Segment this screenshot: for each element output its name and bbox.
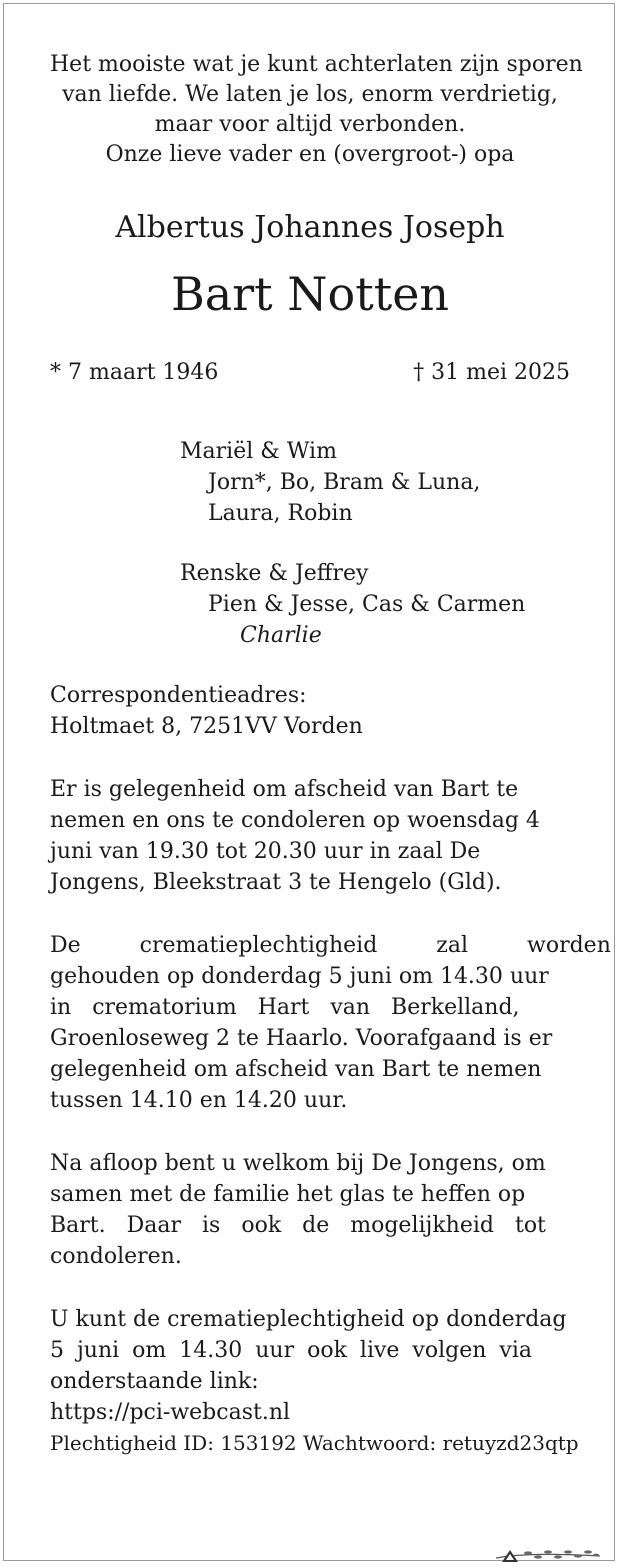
paragraph-line: onderstaande link: — [50, 1369, 259, 1394]
family-group — [180, 558, 570, 651]
address-value: Holtmaet 8, 7251VV Vorden — [50, 714, 363, 739]
webcast-credentials: Plechtigheid ID: 153192 Wachtwoord: retuyzd23qtp — [50, 1431, 579, 1455]
paragraph-line: gehouden op donderdag 5 juni om 14.30 uur — [50, 964, 549, 989]
paragraph-line: Bart. Daar is ook de mogelijkheid tot — [50, 1213, 546, 1238]
family-head: Renske & Jeffrey — [180, 561, 369, 586]
verse-line: maar voor altijd verbonden. — [154, 112, 466, 137]
laurel-emblem-icon — [488, 1540, 608, 1566]
family-head: Mariël & Wim — [180, 439, 337, 464]
family-group — [180, 436, 570, 529]
condolence-paragraph — [50, 774, 570, 898]
address-label: Correspondentieadres: — [50, 683, 307, 708]
birth-date: * 7 maart 1946 — [50, 360, 219, 385]
paragraph-line: juni van 19.30 tot 20.30 uur in zaal De — [50, 839, 481, 864]
obituary-notice — [50, 50, 611, 1459]
paragraph-line: Er is gelegenheid om afscheid van Bart te — [50, 777, 519, 802]
family-grandchild: Charlie — [240, 623, 322, 648]
reception-paragraph — [50, 1148, 570, 1272]
death-date: † 31 mei 2025 — [413, 360, 570, 385]
webcast-link[interactable]: https://pci-webcast.nl — [50, 1400, 291, 1425]
paragraph-line: Jongens, Bleekstraat 3 te Hengelo (Gld). — [50, 870, 502, 895]
ceremony-paragraph — [50, 930, 611, 1116]
paragraph-line: gelegenheid om afscheid van Bart te nemen — [50, 1057, 542, 1082]
deceased-name: Bart Notten — [170, 267, 450, 321]
family-children: Pien & Jesse, Cas & Carmen — [208, 592, 526, 617]
family-list — [180, 436, 570, 651]
paragraph-line: tussen 14.10 en 14.20 uur. — [50, 1088, 348, 1113]
life-dates — [50, 358, 570, 388]
paragraph-line: U kunt de crematieplechtigheid op donderdag — [50, 1307, 567, 1332]
paragraph-line: condoleren. — [50, 1244, 182, 1269]
family-children: Jorn*, Bo, Bram & Luna, — [208, 470, 481, 495]
paragraph-line: in crematorium Hart van Berkelland, — [50, 995, 520, 1020]
paragraph-line: Na afloop bent u welkom bij De Jongens, om — [50, 1151, 546, 1176]
verse-line: Het mooiste wat je kunt achterlaten zijn sporen — [50, 52, 583, 77]
paragraph-line: De crematieplechtigheid zal worden — [50, 933, 611, 958]
given-names: Albertus Johannes Joseph — [115, 210, 505, 245]
paragraph-line: nemen en ons te condoleren op woensdag 4 — [50, 808, 540, 833]
verse-line: van liefde. We laten je los, enorm verdrietig, — [62, 82, 558, 107]
paragraph-line: Groenloseweg 2 te Haarlo. Voorafgaand is er — [50, 1026, 553, 1051]
paragraph-line: 5 juni om 14.30 uur ook live volgen via — [50, 1338, 532, 1363]
webcast-paragraph — [50, 1304, 579, 1459]
paragraph-line: samen met de familie het glas te heffen op — [50, 1182, 526, 1207]
opening-verse — [50, 50, 583, 170]
correspondence-address — [50, 680, 570, 742]
verse-line: Onze lieve vader en (overgroot-) opa — [105, 142, 515, 167]
family-children: Laura, Robin — [208, 501, 353, 526]
